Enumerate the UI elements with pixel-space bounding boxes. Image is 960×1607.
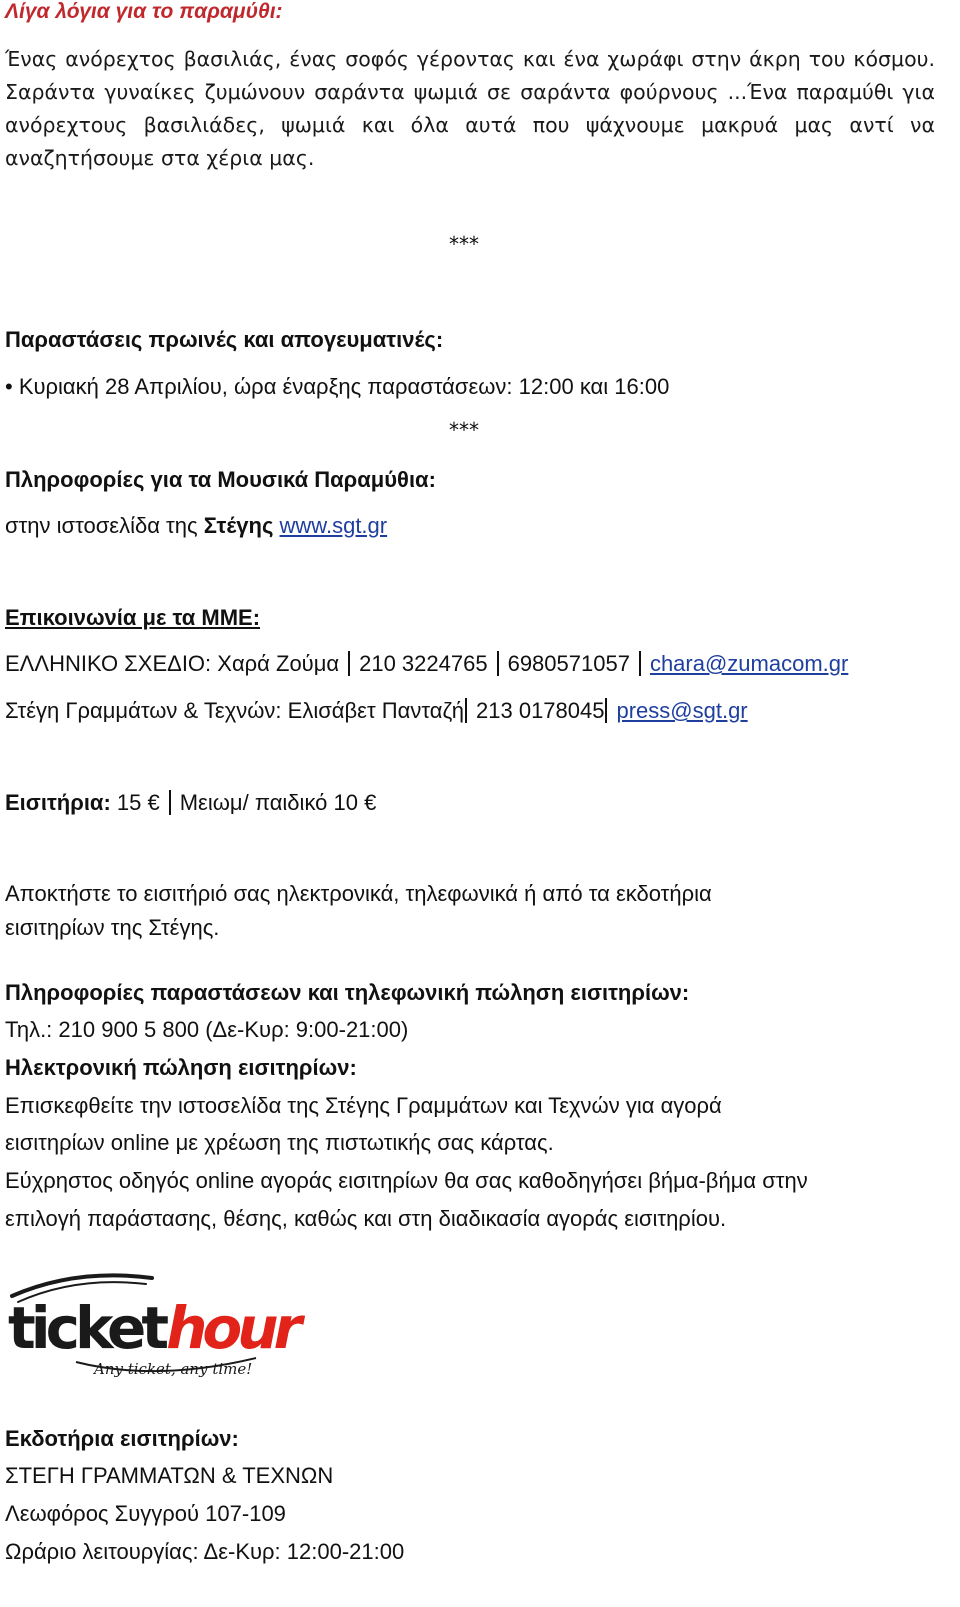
story-text: Ένας ανόρεχτος βασιλιάς, ένας σοφός γέροντας και ένα χωράφι στην άκρη του κόσμου. Σαράντα γυναίκες ζυμώνουν σαράντα ψωμιά σε σαράντα φούρνους ...Ένα παραμύθι για ανόρεχτους βασιλιάδες, ψωμιά και όλα αυτά που ψάχνουμε μακρυά μας αντί να αναζητήσουμε στα χέρια μας.: [5, 47, 935, 170]
info-prefix: στην ιστοσελίδα της: [5, 513, 198, 538]
logo-ticket-text: ticket: [8, 1294, 165, 1362]
online-sales-line-1: Επισκεφθείτε την ιστοσελίδα της Στέγης Γραμμάτων και Τεχνών για αγορά: [5, 1093, 722, 1118]
separator: ***: [449, 232, 479, 256]
ticket-hour-logo: [6, 1272, 298, 1387]
media-org-2: Στέγη Γραμμάτων & Τεχνών: Ελισάβετ Πανταζή: [5, 698, 465, 723]
logo-tagline: Any ticket, any time!: [94, 1360, 253, 1378]
bullet-icon: •: [5, 374, 13, 399]
phone-sales-line: Τηλ.: 210 900 5 800 (Δε-Κυρ: 9:00-21:00): [5, 1017, 409, 1042]
info-heading: Πληροφορίες για τα Μουσικά Παραμύθια:: [5, 467, 436, 492]
divider: [348, 651, 350, 676]
tickets-line: [5, 789, 376, 817]
media-row-2: [5, 697, 748, 725]
box-office-heading: Εκδοτήρια εισιτηρίων:: [5, 1426, 239, 1451]
info-bold: Στέγης: [203, 513, 274, 538]
email-link-2[interactable]: press@sgt.gr: [616, 698, 748, 723]
box-office-hours: Ωράριο λειτουργίας: Δε-Κυρ: 12:00-21:00: [5, 1539, 405, 1564]
divider: [497, 651, 499, 676]
logo-hour-text: hour: [166, 1294, 298, 1362]
tickets-price: 15 €: [116, 790, 160, 815]
logo-wordmark: [8, 1294, 306, 1362]
website-link[interactable]: www.sgt.gr: [279, 513, 388, 538]
online-sales-heading: Ηλεκτρονική πώληση εισιτηρίων:: [5, 1055, 357, 1080]
separator: ***: [449, 418, 479, 442]
media-phone-3: 213 0178045: [476, 698, 605, 723]
box-office-name: ΣΤΕΓΗ ΓΡΑΜΜΑΤΩΝ & ΤΕΧΝΩΝ: [5, 1463, 334, 1488]
shows-item-text: Κυριακή 28 Απριλίου, ώρα έναρξης παραστάσεων: 12:00 και 16:00: [18, 374, 670, 399]
media-row-1: [5, 650, 848, 678]
online-sales-line-3: Εύχρηστος οδηγός online αγοράς εισιτηρίων θα σας καθοδηγήσει βήμα-βήμα στην: [5, 1168, 808, 1193]
box-office-address: Λεωφόρος Συγγρού 107-109: [5, 1501, 286, 1526]
purchase-line-2: εισιτηρίων της Στέγης.: [5, 915, 220, 940]
media-phone-1: 210 3224765: [359, 651, 488, 676]
tickets-reduced: Μειωμ/ παιδικό 10 €: [179, 790, 377, 815]
media-heading: Επικοινωνία με τα ΜΜΕ:: [5, 605, 261, 630]
logo-swoosh: [12, 1275, 152, 1296]
purchase-line-1: Αποκτήστε το εισιτήριό σας ηλεκτρονικά, τηλεφωνικά ή από τα εκδοτήρια: [5, 881, 712, 906]
online-sales-line-2: εισιτηρίων online με χρέωση της πιστωτικής σας κάρτας.: [5, 1130, 554, 1155]
tickets-label: Εισιτήρια:: [5, 790, 111, 815]
online-sales-line-4: επιλογή παράστασης, θέσης, καθώς και στη διαδικασία αγοράς εισιτηρίου.: [5, 1206, 727, 1231]
divider: [639, 651, 641, 676]
email-link-1[interactable]: chara@zumacom.gr: [649, 651, 849, 676]
shows-heading: Παραστάσεις πρωινές και απογευματινές:: [5, 327, 444, 352]
media-org-1: ΕΛΛΗΝΙΚΟ ΣΧΕΔΙΟ: Χαρά Ζούμα: [5, 651, 340, 676]
story-title: Λίγα λόγια για το παραμύθι:: [5, 0, 283, 23]
phone-sales-heading: Πληροφορίες παραστάσεων και τηλεφωνική πώληση εισιτηρίων:: [5, 980, 690, 1005]
divider: [465, 698, 467, 723]
divider: [605, 698, 607, 723]
divider: [169, 790, 171, 815]
info-line: [5, 512, 387, 540]
shows-item: [5, 373, 669, 401]
media-phone-2: 6980571057: [507, 651, 630, 676]
